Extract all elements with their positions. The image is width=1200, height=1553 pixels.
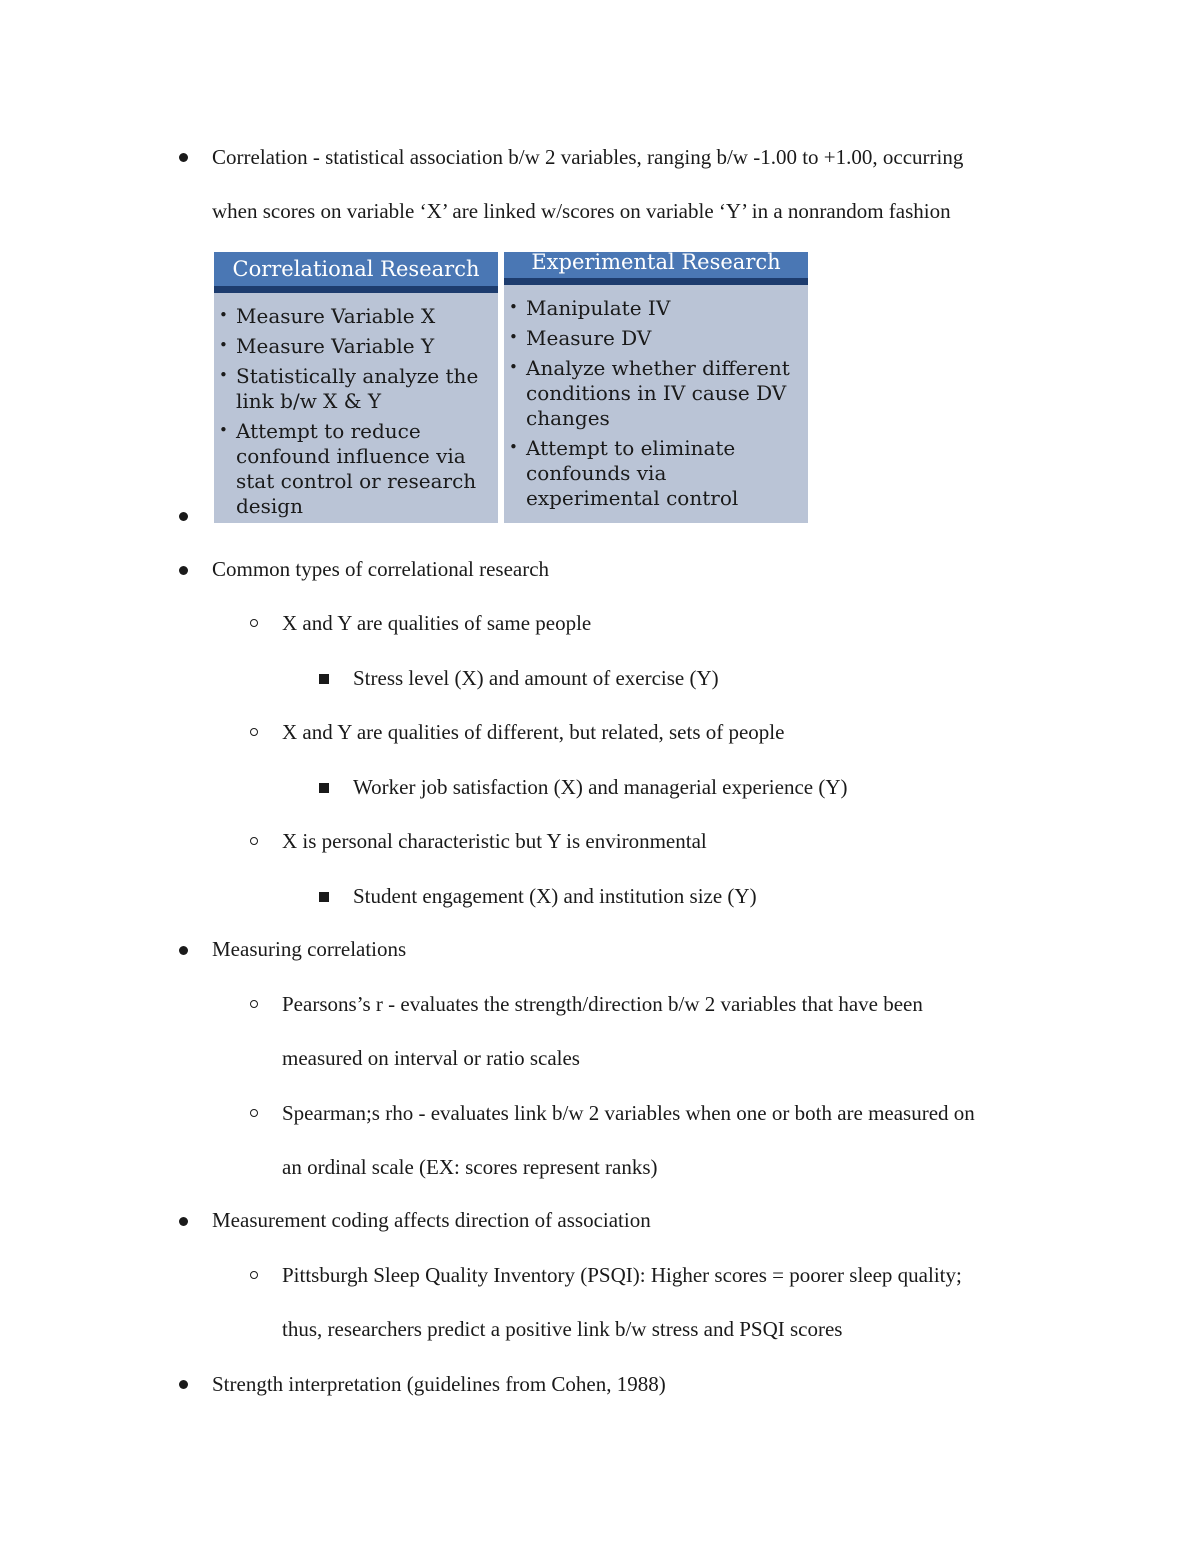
bullet-circle: [250, 1000, 258, 1008]
experimental-research-column: [504, 252, 808, 523]
list-item: • Attempt to eliminate confounds via experimental control: [504, 436, 808, 511]
column-header-bar: [504, 278, 808, 285]
bullet-square: [319, 783, 329, 793]
correlational-research-list: [214, 304, 498, 524]
correlational-research-title: Correlational Research: [214, 252, 498, 286]
research-comparison-figure: [214, 252, 808, 523]
bullet-circle: [250, 728, 258, 736]
list-item: • Analyze whether different conditions in IV cause DV changes: [504, 356, 808, 431]
list-item: • Attempt to reduce confound influence via stat control or research design: [214, 419, 498, 519]
type-same-people-example: Stress level (X) and amount of exercise (Y): [353, 666, 719, 690]
pearson-line-2: measured on interval or ratio scales: [282, 1046, 580, 1070]
pearson-line-1: Pearsons’s r - evaluates the strength/direction b/w 2 variables that have been: [282, 992, 923, 1016]
bullet-square: [319, 674, 329, 684]
psqi-line-2: thus, researchers predict a positive link b/w stress and PSQI scores: [282, 1317, 843, 1341]
bullet-circle: [250, 1271, 258, 1279]
bullet-circle: [250, 837, 258, 845]
experimental-research-title: Experimental Research: [504, 252, 808, 278]
bullet-dot: [179, 1217, 188, 1226]
type-personal-environmental-example: Student engagement (X) and institution size (Y): [353, 884, 757, 908]
experimental-research-list: [504, 296, 808, 516]
spearman-line-2: an ordinal scale (EX: scores represent ranks): [282, 1155, 658, 1179]
bullet-dot: [179, 153, 188, 162]
bullet-circle: [250, 619, 258, 627]
bullet-square: [319, 892, 329, 902]
type-personal-environmental: X is personal characteristic but Y is environmental: [282, 829, 707, 853]
type-same-people: X and Y are qualities of same people: [282, 611, 592, 635]
list-item: • Measure DV: [504, 326, 808, 351]
measuring-correlations-heading: Measuring correlations: [212, 937, 407, 961]
correlation-definition-line-1: Correlation - statistical association b/w 2 variables, ranging b/w -1.00 to +1.00, occurring: [212, 145, 964, 169]
correlation-definition-line-2: when scores on variable ‘X’ are linked w/scores on variable ‘Y’ in a nonrandom fashion: [212, 199, 951, 223]
column-header-bar: [214, 286, 498, 293]
psqi-line-1: Pittsburgh Sleep Quality Inventory (PSQI): Higher scores = poorer sleep quality;: [282, 1263, 962, 1287]
type-related-people: X and Y are qualities of different, but related, sets of people: [282, 720, 785, 744]
list-item: • Measure Variable X: [214, 304, 498, 329]
measurement-coding-heading: Measurement coding affects direction of association: [212, 1208, 651, 1232]
strength-interpretation-heading: Strength interpretation (guidelines from Cohen, 1988): [212, 1372, 666, 1396]
bullet-dot: [179, 566, 188, 575]
bullet-dot: [179, 1380, 188, 1389]
type-related-people-example: Worker job satisfaction (X) and managerial experience (Y): [353, 775, 848, 799]
bullet-circle: [250, 1109, 258, 1117]
list-item: • Measure Variable Y: [214, 334, 498, 359]
list-item: • Statistically analyze the link b/w X & Y: [214, 364, 498, 414]
list-item: • Manipulate IV: [504, 296, 808, 321]
bullet-dot: [179, 512, 188, 521]
common-types-heading: Common types of correlational research: [212, 557, 550, 581]
bullet-dot: [179, 946, 188, 955]
correlational-research-column: [214, 252, 498, 523]
spearman-line-1: Spearman;s rho - evaluates link b/w 2 variables when one or both are measured on: [282, 1101, 975, 1125]
